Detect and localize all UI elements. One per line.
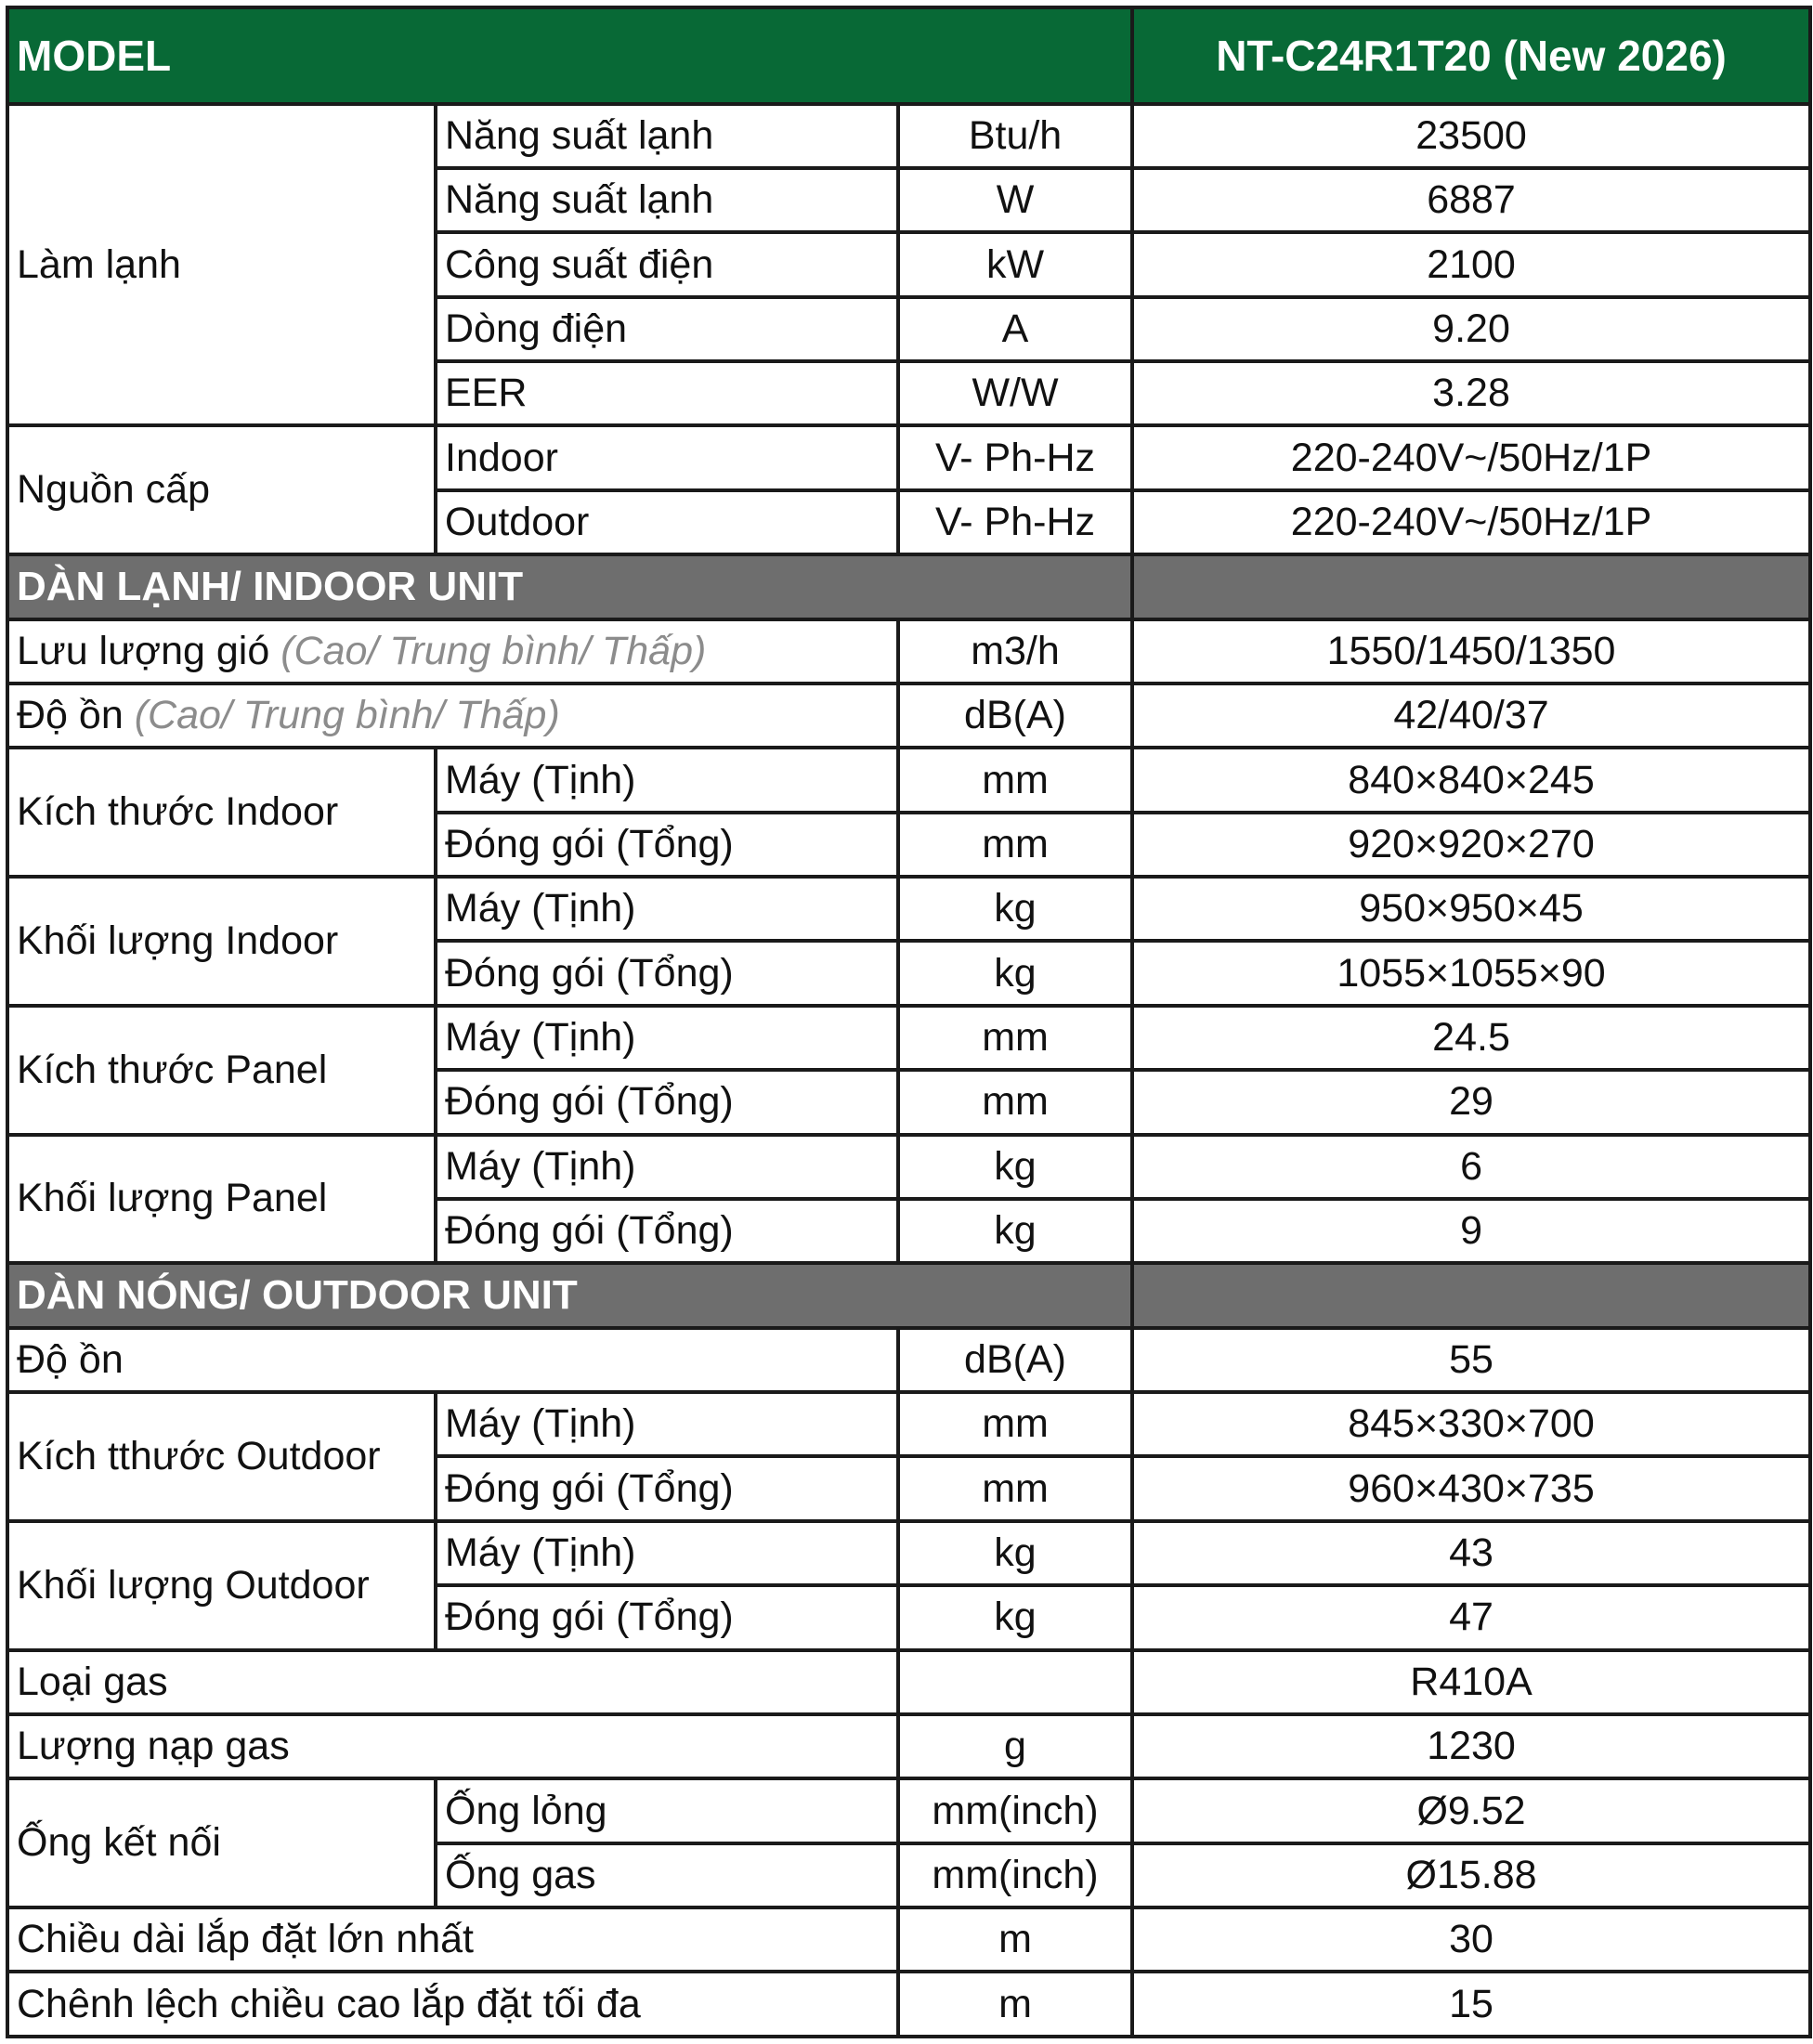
spec-name: Máy (Tịnh)	[436, 1006, 898, 1070]
spec-name: Chiều dài lắp đặt lớn nhất	[7, 1907, 898, 1972]
spec-name: Máy (Tịnh)	[436, 1135, 898, 1199]
spec-unit: W/W	[898, 361, 1132, 425]
section-filler	[1132, 1263, 1810, 1327]
spec-unit: V- Ph-Hz	[898, 490, 1132, 554]
spec-value: R410A	[1132, 1650, 1810, 1714]
spec-name: Máy (Tịnh)	[436, 877, 898, 941]
spec-value: 960×430×735	[1132, 1456, 1810, 1520]
spec-value: 29	[1132, 1070, 1810, 1134]
spec-value: Ø9.52	[1132, 1778, 1810, 1842]
table-row	[7, 1135, 1810, 1199]
spec-value: 1055×1055×90	[1132, 941, 1810, 1005]
group-label: Kích thước Indoor	[7, 748, 436, 877]
spec-value: 42/40/37	[1132, 684, 1810, 748]
spec-unit: kg	[898, 1585, 1132, 1649]
section-filler	[1132, 554, 1810, 618]
model-name: NT-C24R1T20 (New 2026)	[1132, 7, 1810, 104]
spec-unit: kg	[898, 941, 1132, 1005]
spec-table	[6, 6, 1812, 2038]
spec-name: Đóng gói (Tổng)	[436, 1070, 898, 1134]
table-row	[7, 1714, 1810, 1778]
spec-name: Chênh lệch chiều cao lắp đặt tối đa	[7, 1972, 898, 2037]
spec-name: Loại gas	[7, 1650, 898, 1714]
table-row	[7, 1006, 1810, 1070]
table-row	[7, 425, 1810, 489]
table-row	[7, 1650, 1810, 1714]
table-row	[7, 1778, 1810, 1842]
spec-unit: kg	[898, 1199, 1132, 1263]
table-row	[7, 1392, 1810, 1456]
table-row	[7, 1521, 1810, 1585]
spec-value: 6	[1132, 1135, 1810, 1199]
spec-name: Lượng nạp gas	[7, 1714, 898, 1778]
table-row	[7, 619, 1810, 684]
spec-unit: V- Ph-Hz	[898, 425, 1132, 489]
spec-name: EER	[436, 361, 898, 425]
spec-value: 950×950×45	[1132, 877, 1810, 941]
spec-name	[7, 684, 898, 748]
table-row	[7, 104, 1810, 168]
spec-unit: g	[898, 1714, 1132, 1778]
spec-name: Dòng điện	[436, 297, 898, 361]
spec-name: Máy (Tịnh)	[436, 1521, 898, 1585]
table-row	[7, 748, 1810, 812]
spec-name: Máy (Tịnh)	[436, 1392, 898, 1456]
spec-unit: Btu/h	[898, 104, 1132, 168]
group-label: Kích thước Panel	[7, 1006, 436, 1135]
spec-value: 840×840×245	[1132, 748, 1810, 812]
group-label: Kích tthước Outdoor	[7, 1392, 436, 1521]
spec-unit: mm	[898, 1392, 1132, 1456]
table-row	[7, 684, 1810, 748]
spec-unit: mm	[898, 813, 1132, 877]
spec-unit	[898, 1650, 1132, 1714]
group-label: Làm lạnh	[7, 104, 436, 426]
spec-name: Đóng gói (Tổng)	[436, 1585, 898, 1649]
spec-name: Đóng gói (Tổng)	[436, 813, 898, 877]
spec-value: Ø15.88	[1132, 1843, 1810, 1907]
spec-unit: W	[898, 168, 1132, 232]
spec-name: Công suất điện	[436, 232, 898, 296]
spec-value: 1230	[1132, 1714, 1810, 1778]
spec-value: 24.5	[1132, 1006, 1810, 1070]
header-row	[7, 7, 1810, 104]
spec-name-text: Lưu lượng gió	[17, 628, 270, 673]
table-row	[7, 1907, 1810, 1972]
group-label: Khối lượng Outdoor	[7, 1521, 436, 1650]
group-label: Nguồn cấp	[7, 425, 436, 554]
spec-unit: dB(A)	[898, 684, 1132, 748]
spec-value: 43	[1132, 1521, 1810, 1585]
spec-value: 2100	[1132, 232, 1810, 296]
spec-name-text: Độ ồn	[17, 693, 124, 738]
spec-unit: kg	[898, 1135, 1132, 1199]
table-row	[7, 877, 1810, 941]
spec-value: 6887	[1132, 168, 1810, 232]
spec-name: Ống lỏng	[436, 1778, 898, 1842]
spec-name: Ống gas	[436, 1843, 898, 1907]
group-label: Khối lượng Panel	[7, 1135, 436, 1264]
spec-value: 920×920×270	[1132, 813, 1810, 877]
section-header-outdoor	[7, 1263, 1810, 1327]
spec-value: 9	[1132, 1199, 1810, 1263]
spec-unit: A	[898, 297, 1132, 361]
spec-unit: mm	[898, 1006, 1132, 1070]
spec-unit: mm	[898, 1070, 1132, 1134]
spec-name: Outdoor	[436, 490, 898, 554]
spec-value: 9.20	[1132, 297, 1810, 361]
group-label: Ống kết nối	[7, 1778, 436, 1907]
spec-note: (Cao/ Trung bình/ Thấp)	[280, 628, 707, 673]
spec-unit: kg	[898, 1521, 1132, 1585]
section-title: DÀN LẠNH/ INDOOR UNIT	[7, 554, 1132, 618]
spec-unit: kg	[898, 877, 1132, 941]
spec-note: (Cao/ Trung bình/ Thấp)	[134, 693, 560, 738]
spec-unit: m	[898, 1972, 1132, 2037]
spec-name: Đóng gói (Tổng)	[436, 1199, 898, 1263]
table-row	[7, 1972, 1810, 2037]
spec-value: 23500	[1132, 104, 1810, 168]
table-row	[7, 1328, 1810, 1392]
spec-name: Đóng gói (Tổng)	[436, 1456, 898, 1520]
spec-value: 47	[1132, 1585, 1810, 1649]
spec-name: Đóng gói (Tổng)	[436, 941, 898, 1005]
spec-unit: m3/h	[898, 619, 1132, 684]
spec-name: Độ ồn	[7, 1328, 898, 1392]
spec-unit: m	[898, 1907, 1132, 1972]
spec-value: 845×330×700	[1132, 1392, 1810, 1456]
spec-value: 220-240V~/50Hz/1P	[1132, 425, 1810, 489]
spec-unit: kW	[898, 232, 1132, 296]
spec-unit: mm(inch)	[898, 1843, 1132, 1907]
spec-value: 30	[1132, 1907, 1810, 1972]
spec-value: 1550/1450/1350	[1132, 619, 1810, 684]
group-label: Khối lượng Indoor	[7, 877, 436, 1006]
spec-unit: dB(A)	[898, 1328, 1132, 1392]
spec-value: 3.28	[1132, 361, 1810, 425]
model-label: MODEL	[7, 7, 1132, 104]
spec-name: Năng suất lạnh	[436, 168, 898, 232]
section-header-indoor	[7, 554, 1810, 618]
spec-name: Năng suất lạnh	[436, 104, 898, 168]
spec-name	[7, 619, 898, 684]
spec-unit: mm(inch)	[898, 1778, 1132, 1842]
section-title: DÀN NÓNG/ OUTDOOR UNIT	[7, 1263, 1132, 1327]
spec-value: 220-240V~/50Hz/1P	[1132, 490, 1810, 554]
spec-value: 55	[1132, 1328, 1810, 1392]
spec-name: Máy (Tịnh)	[436, 748, 898, 812]
spec-unit: mm	[898, 748, 1132, 812]
spec-value: 15	[1132, 1972, 1810, 2037]
spec-unit: mm	[898, 1456, 1132, 1520]
spec-name: Indoor	[436, 425, 898, 489]
